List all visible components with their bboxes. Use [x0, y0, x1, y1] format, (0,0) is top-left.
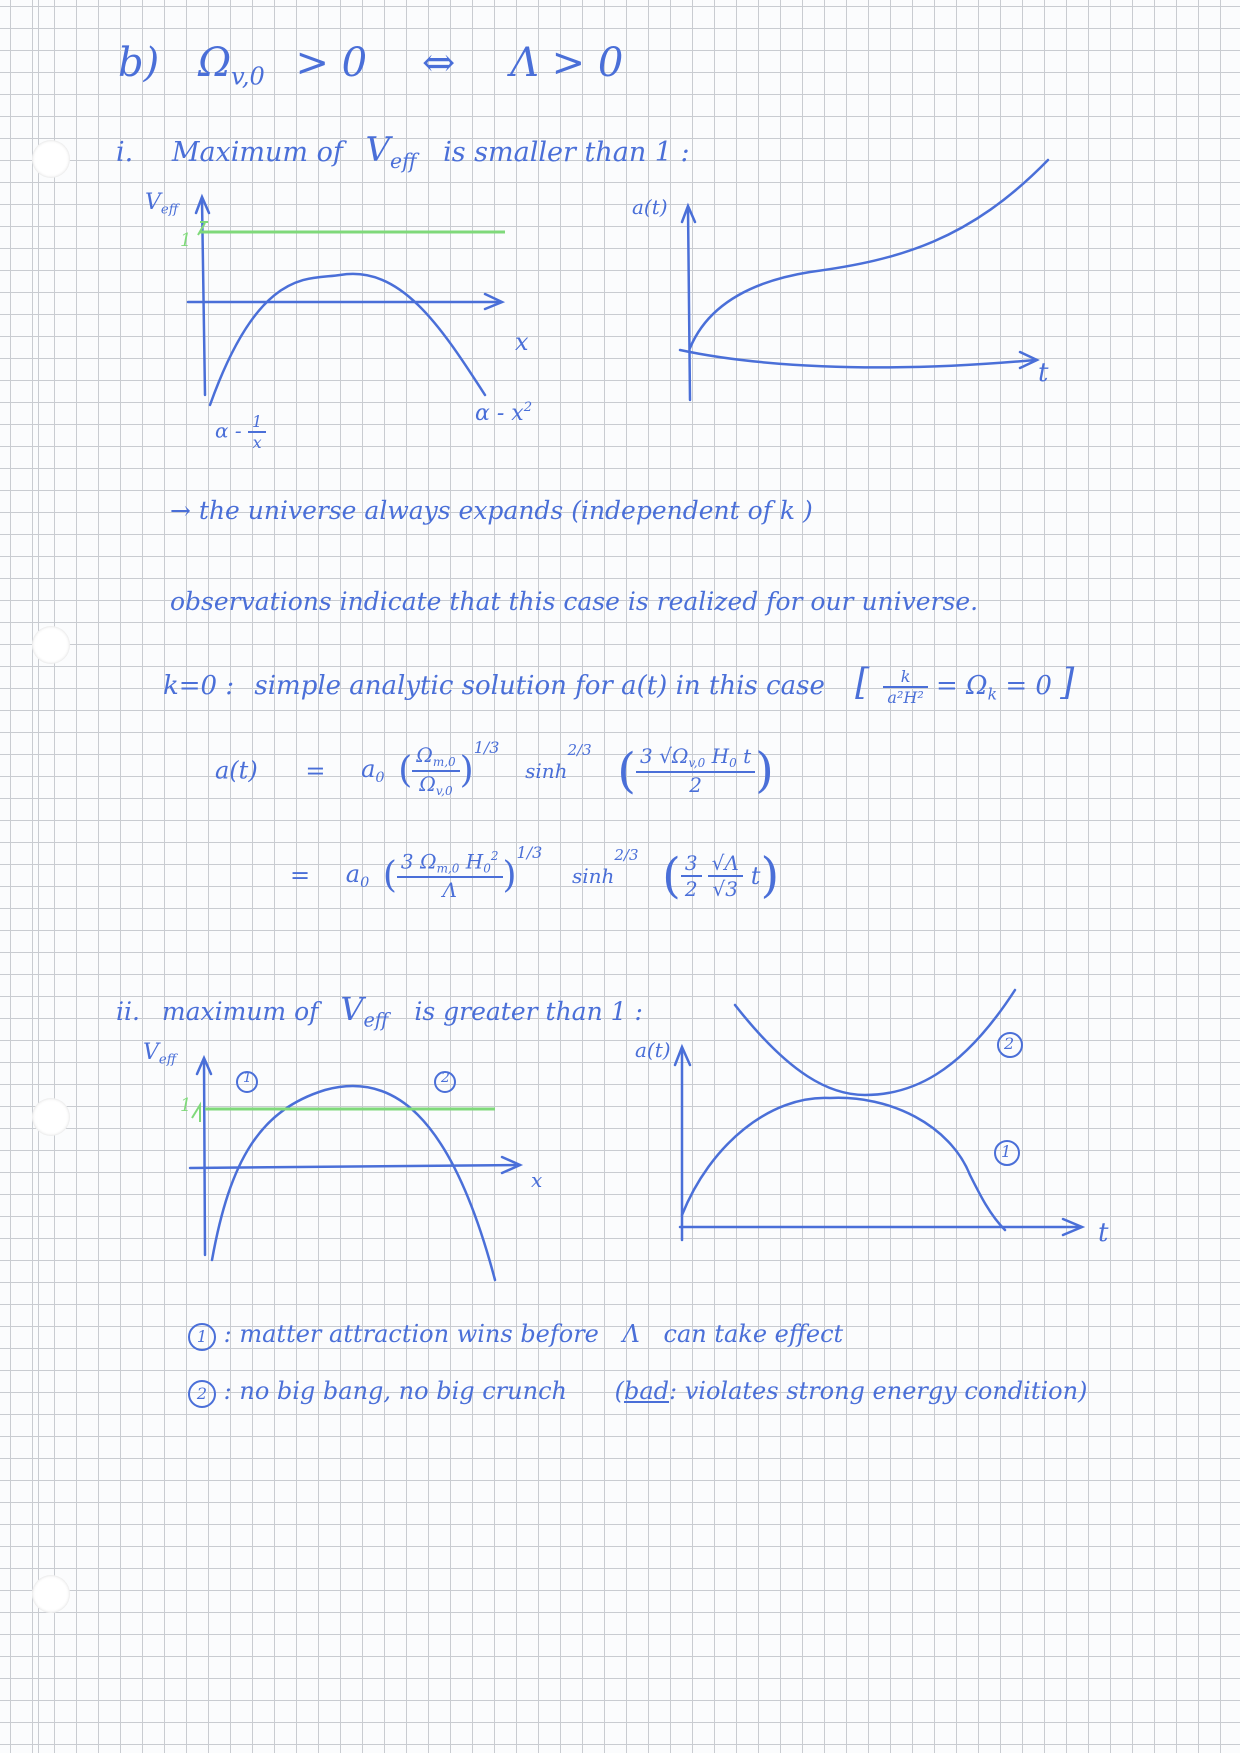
k0-label: k=0 : — [163, 671, 235, 701]
punch-hole — [32, 626, 70, 664]
greater-than-zero: > 0 — [295, 40, 368, 86]
plot3-xlabel: x — [531, 1168, 543, 1192]
plot4-xlabel: t — [1098, 1218, 1109, 1248]
plot3-mark2: 2 — [441, 1070, 450, 1086]
equation-2: = $a_0$ ( $\frac{3 \Omega_{m,0} H_0^2}{\Lambda}$ )$^{1/3}$ $\sinh^{2/3}$ ( $\frac{3}{2}$ $\frac{√\Lambda}{√3}$ t) — [290, 843, 780, 904]
plot4-curve-2 — [735, 990, 1015, 1095]
plot4-ylabel: a(t) — [635, 1038, 671, 1062]
plot1-right-annotation: α - $x^2$ — [475, 400, 533, 427]
eq1-lhs: a(t) — [215, 756, 258, 785]
plot2-curve — [690, 160, 1048, 348]
plot3-ylabel: $V_{eff}$ — [143, 1040, 177, 1068]
note2-mark: 2 — [188, 1380, 216, 1408]
bad-word: bad — [623, 1377, 670, 1405]
veff-label-2: $V_{eff}$ — [340, 990, 389, 1032]
plot2-ylabel: a(t) — [632, 195, 668, 219]
plot1-curve — [210, 274, 485, 405]
heading-label: b) — [118, 40, 160, 86]
expansion-statement: → the universe always expands (independent of k ) — [170, 496, 813, 525]
plot3-veff — [150, 1050, 550, 1290]
case1-numeral: i. — [116, 137, 134, 168]
omega-v0: $\Omega_{v,0}$ — [197, 40, 265, 91]
punch-hole — [32, 1098, 70, 1136]
punch-hole — [32, 140, 70, 178]
plot3-one: 1 — [180, 1095, 192, 1116]
note-1: 1 : matter attraction wins before Λ can take effect — [188, 1320, 843, 1351]
case2-title: ii. maximum of $V_{eff}$ is greater than 1 : — [116, 990, 643, 1032]
veff-label: $V_{eff}$ — [365, 130, 417, 174]
plot1-left-annotation: α - $\frac{1}{x}$ — [215, 412, 266, 452]
plot2-x-axis — [680, 350, 1035, 367]
plot1-xlabel: x — [515, 328, 529, 356]
plot3-one-tick — [192, 1105, 200, 1122]
plot4-mark2: 2 — [1004, 1034, 1015, 1053]
note1-mark: 1 — [188, 1323, 216, 1351]
k0-line: k=0 : simple analytic solution for a(t) in this case [ $\frac{k}{\text{a²H²}}$ = $\Omega_k = 0$ ] — [163, 662, 1075, 707]
plot4-mark1: 1 — [1001, 1142, 1012, 1161]
equivalence-symbol: ⇔ — [421, 40, 456, 86]
heading — [118, 40, 623, 90]
plot2-scale-factor — [670, 200, 1070, 420]
plot2-xlabel: t — [1038, 358, 1049, 388]
plot4-scale-factor — [670, 995, 1110, 1270]
case1-title: i. Maximum of $V_{eff}$ is smaller than 1 : — [116, 130, 690, 174]
plot3-y-axis — [204, 1060, 205, 1255]
punch-hole — [32, 1575, 70, 1613]
case2-numeral: ii. — [116, 997, 140, 1026]
margin-line — [38, 0, 39, 1753]
plot1-ylabel: $V_{eff}$ — [145, 190, 179, 218]
observations-statement: observations indicate that this case is realized for our universe. — [170, 587, 979, 616]
plot2-y-axis — [688, 208, 690, 400]
plot3-mark1: 1 — [243, 1070, 252, 1086]
plot1-one: 1 — [180, 230, 192, 251]
plot4-curve-1 — [682, 1098, 1005, 1230]
plot3-curve — [212, 1086, 495, 1280]
equation-1: $a(t) = a_0$ ( $\frac{\Omega_{m,0}}{\Omega_{v,0}}$ )$^{1/3}$ $\sinh^{2/3}$ ( $\frac{3 √\Omega_{v,0} H_0 t}{2}$ ) — [215, 738, 774, 799]
note-2: 2 : no big bang, no big crunch (bad: violates strong energy condition) — [188, 1377, 1087, 1408]
lambda-condition: Λ > 0 — [510, 40, 624, 86]
